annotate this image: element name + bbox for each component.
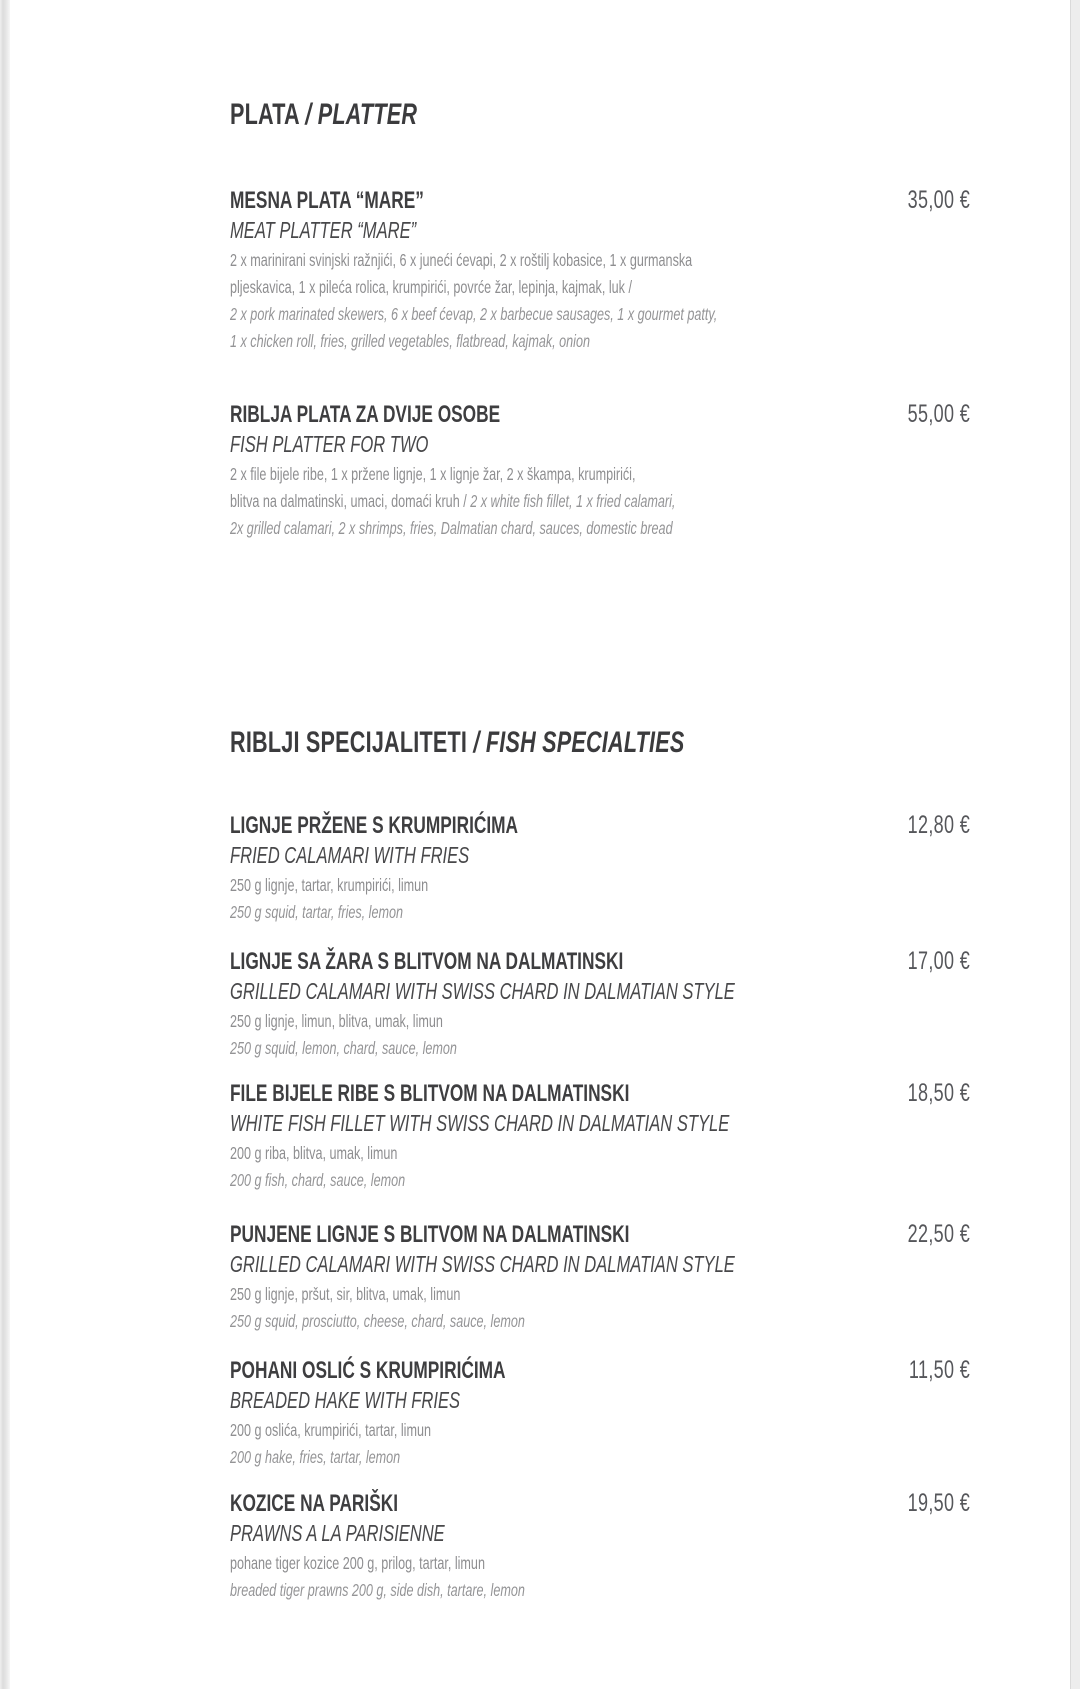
item-desc-line-hr: 250 g lignje, tartar, krumpirići, limun [230, 875, 429, 895]
item-name-croatian: RIBLJA PLATA ZA DVIJE OSOBE [230, 401, 501, 428]
section-heading [230, 725, 970, 761]
item-desc-line-hr: 200 g riba, blitva, umak, limun [230, 1143, 398, 1163]
item-name-english: PRAWNS A LA PARISIENNE [230, 1520, 445, 1546]
item-name-english: WHITE FISH FILLET WITH SWISS CHARD IN DALMATIAN STYLE [230, 1110, 730, 1136]
item-desc-line-hr: 2 x marinirani svinjski ražnjići, 6 x juneći ćevapi, 2 x roštilj kobasice, 1 x gurmanska [230, 250, 693, 270]
menu-item [230, 1220, 970, 1335]
section-heading-croatian: RIBLJI SPECIJALITETI [230, 726, 468, 759]
item-desc-line-en: 200 g hake, fries, tartar, lemon [230, 1447, 401, 1467]
item-desc-line-en: 2x grilled calamari, 2 x shrimps, fries, Dalmatian chard, sauces, domestic bread [230, 518, 673, 538]
item-desc-line-en: breaded tiger prawns 200 g, side dish, tartare, lemon [230, 1580, 525, 1600]
section-heading-separator: / [305, 98, 312, 131]
item-name-english: FRIED CALAMARI WITH FRIES [230, 842, 470, 868]
item-description [230, 247, 970, 355]
item-name-english: FISH PLATTER FOR TWO [230, 431, 429, 457]
item-desc-segment-en: 2 x white fish fillet, 1 x fried calamari, [470, 491, 676, 511]
item-desc-line-hr: 200 g oslića, krumpirići, tartar, limun [230, 1420, 431, 1440]
item-header [230, 1489, 970, 1518]
item-name-croatian: LIGNJE SA ŽARA S BLITVOM NA DALMATINSKI [230, 948, 624, 975]
menu-item [230, 947, 970, 1062]
item-name-english: GRILLED CALAMARI WITH SWISS CHARD IN DALMATIAN STYLE [230, 1251, 735, 1277]
item-header [230, 811, 970, 840]
item-header [230, 1079, 970, 1108]
item-name-croatian: KOZICE NA PARIŠKI [230, 1490, 399, 1517]
item-description [230, 872, 970, 926]
item-name-english: BREADED HAKE WITH FRIES [230, 1387, 461, 1413]
item-description [230, 1281, 970, 1335]
item-price: 18,50 € [907, 1079, 971, 1107]
item-header [230, 1356, 970, 1385]
menu-item [230, 811, 970, 926]
item-name-english: MEAT PLATTER “MARE” [230, 217, 417, 243]
item-desc-line-hr: 250 g lignje, pršut, sir, blitva, umak, limun [230, 1284, 461, 1304]
section-heading-separator: / [473, 726, 480, 759]
item-desc-line-hr: 250 g lignje, limun, blitva, umak, limun [230, 1011, 443, 1031]
item-header [230, 1220, 970, 1249]
item-desc-line-hr: pljeskavica, 1 x pileća rolica, krumpirići, povrće žar, lepinja, kajmak, luk / [230, 277, 632, 297]
item-price: 55,00 € [907, 400, 971, 428]
section-heading-english: FISH SPECIALTIES [485, 726, 685, 759]
item-description [230, 1417, 970, 1471]
item-name-croatian: MESNA PLATA “MARE” [230, 187, 424, 214]
section-platter [230, 97, 970, 542]
item-desc-line-en: 250 g squid, prosciutto, cheese, chard, sauce, lemon [230, 1311, 525, 1331]
item-header [230, 947, 970, 976]
menu-content [230, 0, 970, 1604]
item-desc-line-en: 250 g squid, lemon, chard, sauce, lemon [230, 1038, 457, 1058]
menu-item [230, 186, 970, 355]
item-description [230, 1140, 970, 1194]
section-heading [230, 97, 970, 133]
menu-item [230, 1489, 970, 1604]
item-price: 17,00 € [907, 947, 971, 975]
item-price: 22,50 € [907, 1220, 971, 1248]
page-edge-left [0, 0, 10, 1689]
item-price: 35,00 € [907, 186, 971, 214]
item-description [230, 1008, 970, 1062]
item-desc-line-en: 1 x chicken roll, fries, grilled vegetables, flatbread, kajmak, onion [230, 331, 590, 351]
item-name-croatian: PUNJENE LIGNJE S BLITVOM NA DALMATINSKI [230, 1221, 630, 1248]
item-name-croatian: POHANI OSLIĆ S KRUMPIRIĆIMA [230, 1357, 506, 1384]
item-name-croatian: FILE BIJELE RIBE S BLITVOM NA DALMATINSKI [230, 1080, 630, 1107]
item-name-english: GRILLED CALAMARI WITH SWISS CHARD IN DALMATIAN STYLE [230, 978, 735, 1004]
section-fish-specialties [230, 725, 970, 1604]
page-edge-right [1070, 0, 1080, 1689]
item-name-croatian: LIGNJE PRŽENE S KRUMPIRIĆIMA [230, 812, 519, 839]
item-header [230, 186, 970, 215]
menu-item [230, 1079, 970, 1194]
item-price: 19,50 € [907, 1489, 971, 1517]
item-desc-line-en: 250 g squid, tartar, fries, lemon [230, 902, 404, 922]
item-price: 12,80 € [907, 811, 971, 839]
item-desc-line-hr: pohane tiger kozice 200 g, prilog, tartar, limun [230, 1553, 485, 1573]
item-desc-line-mixed [230, 488, 970, 515]
item-description [230, 461, 970, 542]
item-desc-line-en: 2 x pork marinated skewers, 6 x beef ćevap, 2 x barbecue sausages, 1 x gourmet patty, [230, 304, 718, 324]
menu-item [230, 400, 970, 542]
item-description [230, 1550, 970, 1604]
section-heading-croatian: PLATA [230, 98, 300, 131]
item-price: 11,50 € [908, 1356, 971, 1384]
menu-item [230, 1356, 970, 1471]
item-desc-line-hr: 2 x file bijele ribe, 1 x pržene lignje, 1 x lignje žar, 2 x škampa, krumpirići, [230, 464, 636, 484]
section-heading-english: PLATTER [317, 98, 418, 131]
item-header [230, 400, 970, 429]
item-desc-segment-hr: blitva na dalmatinski, umaci, domaći kruh / [230, 491, 467, 511]
item-desc-line-en: 200 g fish, chard, sauce, lemon [230, 1170, 406, 1190]
